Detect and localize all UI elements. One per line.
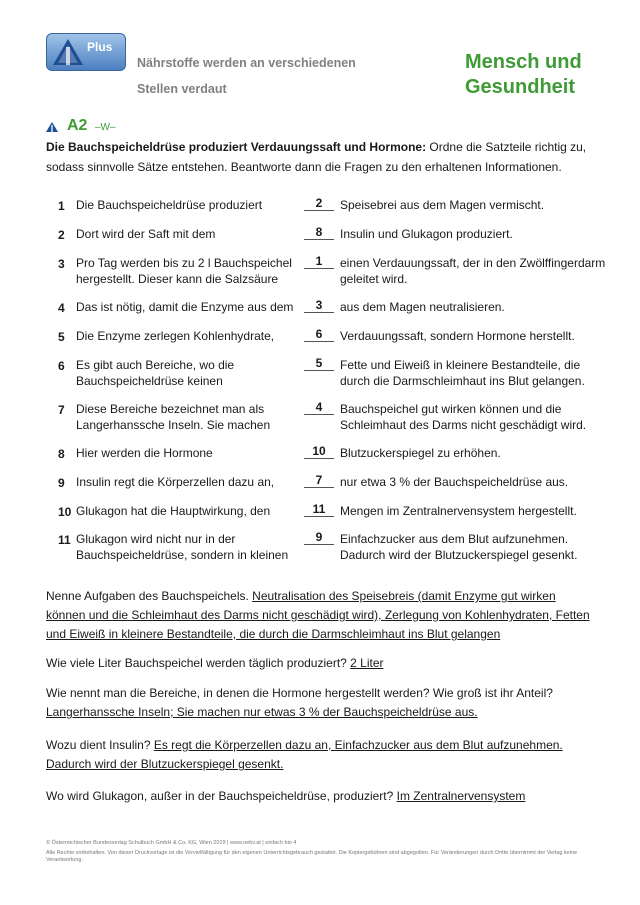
sentence-end: Bauchspeichel gut wirken können und die Schleimhaut des Darms nicht geschädigt wird.: [340, 402, 587, 432]
footer-copyright: © Österreichischer Bundesverlag Schulbuch GmbH & Co. KG, Wien 2019 | www.oebv.at | einfach bio 4: [46, 840, 297, 846]
row-number: 5: [58, 330, 65, 344]
subject-title-line1: Nährstoffe werden an verschiedenen: [137, 56, 356, 70]
sentence-start: Dort wird der Saft mit dem: [76, 227, 216, 241]
sentence-end: Fette und Eiweiß in kleinere Bestandteile, die durch die Darmschleimhaut ins Blut gelangen.: [340, 358, 585, 388]
area-title-line2: Gesundheit: [465, 76, 576, 98]
row-number: 1: [58, 199, 65, 213]
sentence-end: Insulin und Glukagon produziert.: [340, 227, 513, 241]
sentence-start: Diese Bereiche bezeichnet man als Langerhanssche Inseln. Sie machen: [76, 402, 271, 432]
question-3: [46, 684, 596, 722]
answer-field[interactable]: 6: [304, 327, 334, 342]
sentence-start: Glukagon hat die Hauptwirkung, den: [76, 504, 271, 518]
sentence-start: Es gibt auch Bereiche, wo die Bauchspeicheldrüse keinen: [76, 358, 235, 388]
question-5: [46, 787, 596, 806]
row-number: 10: [58, 505, 72, 519]
triangle-logo-icon: [51, 37, 85, 67]
sentence-end: Einfachzucker aus dem Blut aufzunehmen. Dadurch wird der Blutzuckerspiegel gesenkt.: [340, 532, 578, 562]
answer-field[interactable]: 1: [304, 254, 334, 269]
sentence-end: aus dem Magen neutralisieren.: [340, 300, 505, 314]
row-number: 2: [58, 228, 65, 242]
answer-text[interactable]: Langerhanssche Inseln; Sie machen nur etwas 3 % der Bauchspeicheldrüse aus.: [46, 705, 478, 719]
task-intro-line1: [46, 140, 606, 154]
row-number: 4: [58, 301, 65, 315]
answer-text[interactable]: Im Zentralnervensystem: [396, 789, 526, 803]
row-number: 11: [58, 533, 71, 547]
answer-field[interactable]: 2: [304, 196, 334, 211]
answer-text[interactable]: Neutralisation des Speisebreis (damit Enzyme gut wirken können und die Schleimhaut des Darms nicht geschädigt wird), Zerlegung von Kohlenhydraten, Fetten und Eiweiß in kleinere Bestandteile, die durch die Darmschleimhaut ins Blut gelangen: [46, 589, 590, 641]
logo-label: Plus: [87, 40, 113, 54]
question-2: [46, 654, 596, 673]
question-text: Wozu dient Insulin?: [46, 738, 154, 752]
answer-field[interactable]: 3: [304, 298, 334, 313]
footer-rights: Alle Rechte vorbehalten. Von dieser Druckvorlage ist die Vervielfältigung für den eigenen Unterrichtsgebrauch gestattet. Die Kopiergebühren sind abgegolten. Für Veränderungen durch Dritte übernimmt der Verlag keine Verantwortung.: [46, 850, 578, 863]
answer-field[interactable]: 10: [304, 444, 334, 459]
sentence-start: Das ist nötig, damit die Enzyme aus dem: [76, 300, 294, 314]
question-text: Wie nennt man die Bereiche, in denen die Hormone hergestellt werden? Wie groß ist ihr Anteil?: [46, 686, 553, 700]
answer-field[interactable]: 9: [304, 530, 334, 545]
task-number: A2: [67, 117, 88, 134]
task-intro-line2: sodass sinnvolle Sätze entstehen. Beantworte dann die Fragen zu den erhaltenen Informationen.: [46, 160, 562, 174]
task-intro-rest: Ordne die Satzteile richtig zu,: [426, 140, 587, 154]
row-number: 7: [58, 403, 65, 417]
sentence-start: Die Enzyme zerlegen Kohlenhydrate,: [76, 329, 275, 343]
answer-text[interactable]: 2 Liter: [350, 656, 384, 670]
question-text: Wie viele Liter Bauchspeichel werden täglich produziert?: [46, 656, 351, 670]
sentence-start: Die Bauchspeicheldrüse produziert: [76, 198, 263, 212]
sentence-end: nur etwa 3 % der Bauchspeicheldrüse aus.: [340, 475, 569, 489]
question-4: [46, 736, 596, 774]
answer-field[interactable]: 4: [304, 400, 334, 415]
question-text: Nenne Aufgaben des Bauchspeichels.: [46, 589, 253, 603]
sentence-start: Pro Tag werden bis zu 2 l Bauchspeichel hergestellt. Dieser kann die Salzsäure: [76, 256, 292, 286]
plus-logo: [46, 33, 126, 71]
question-1: [46, 587, 596, 644]
sentence-end: Mengen im Zentralnervensystem hergestellt.: [340, 504, 577, 518]
task-intro-bold: Die Bauchspeicheldrüse produziert Verdauungssaft und Hormone:: [46, 140, 427, 154]
row-number: 6: [58, 359, 65, 373]
sentence-end: Blutzuckerspiegel zu erhöhen.: [340, 446, 501, 460]
sentence-start: Hier werden die Hormone: [76, 446, 213, 460]
question-text: Wo wird Glukagon, außer in der Bauchspeicheldrüse, produziert?: [46, 789, 397, 803]
sentence-end: Verdauungssaft, sondern Hormone herstellt.: [340, 329, 575, 343]
subject-title-line2: Stellen verdaut: [137, 82, 227, 96]
sentence-end: Speisebrei aus dem Magen vermischt.: [340, 198, 545, 212]
sentence-start: Glukagon wird nicht nur in der Bauchspeicheldrüse, sondern in kleinen: [76, 532, 289, 562]
area-title-line1: Mensch und: [465, 51, 582, 73]
row-number: 9: [58, 476, 65, 490]
sentence-end: einen Verdauungssaft, der in den Zwölffingerdarm geleitet wird.: [340, 256, 606, 286]
task-tag: –W–: [95, 122, 116, 133]
answer-text[interactable]: Es regt die Körperzellen dazu an, Einfachzucker aus dem Blut aufzunehmen. Dadurch wird der Blutzuckerspiegel gesenkt.: [46, 738, 563, 771]
answer-field[interactable]: 8: [304, 225, 334, 240]
answer-field[interactable]: 5: [304, 356, 334, 371]
row-number: 8: [58, 447, 65, 461]
sentence-start: Insulin regt die Körperzellen dazu an,: [76, 475, 275, 489]
level-triangle-icon: [46, 122, 58, 132]
row-number: 3: [58, 257, 65, 271]
answer-field[interactable]: 11: [304, 502, 334, 517]
answer-field[interactable]: 7: [304, 473, 334, 488]
